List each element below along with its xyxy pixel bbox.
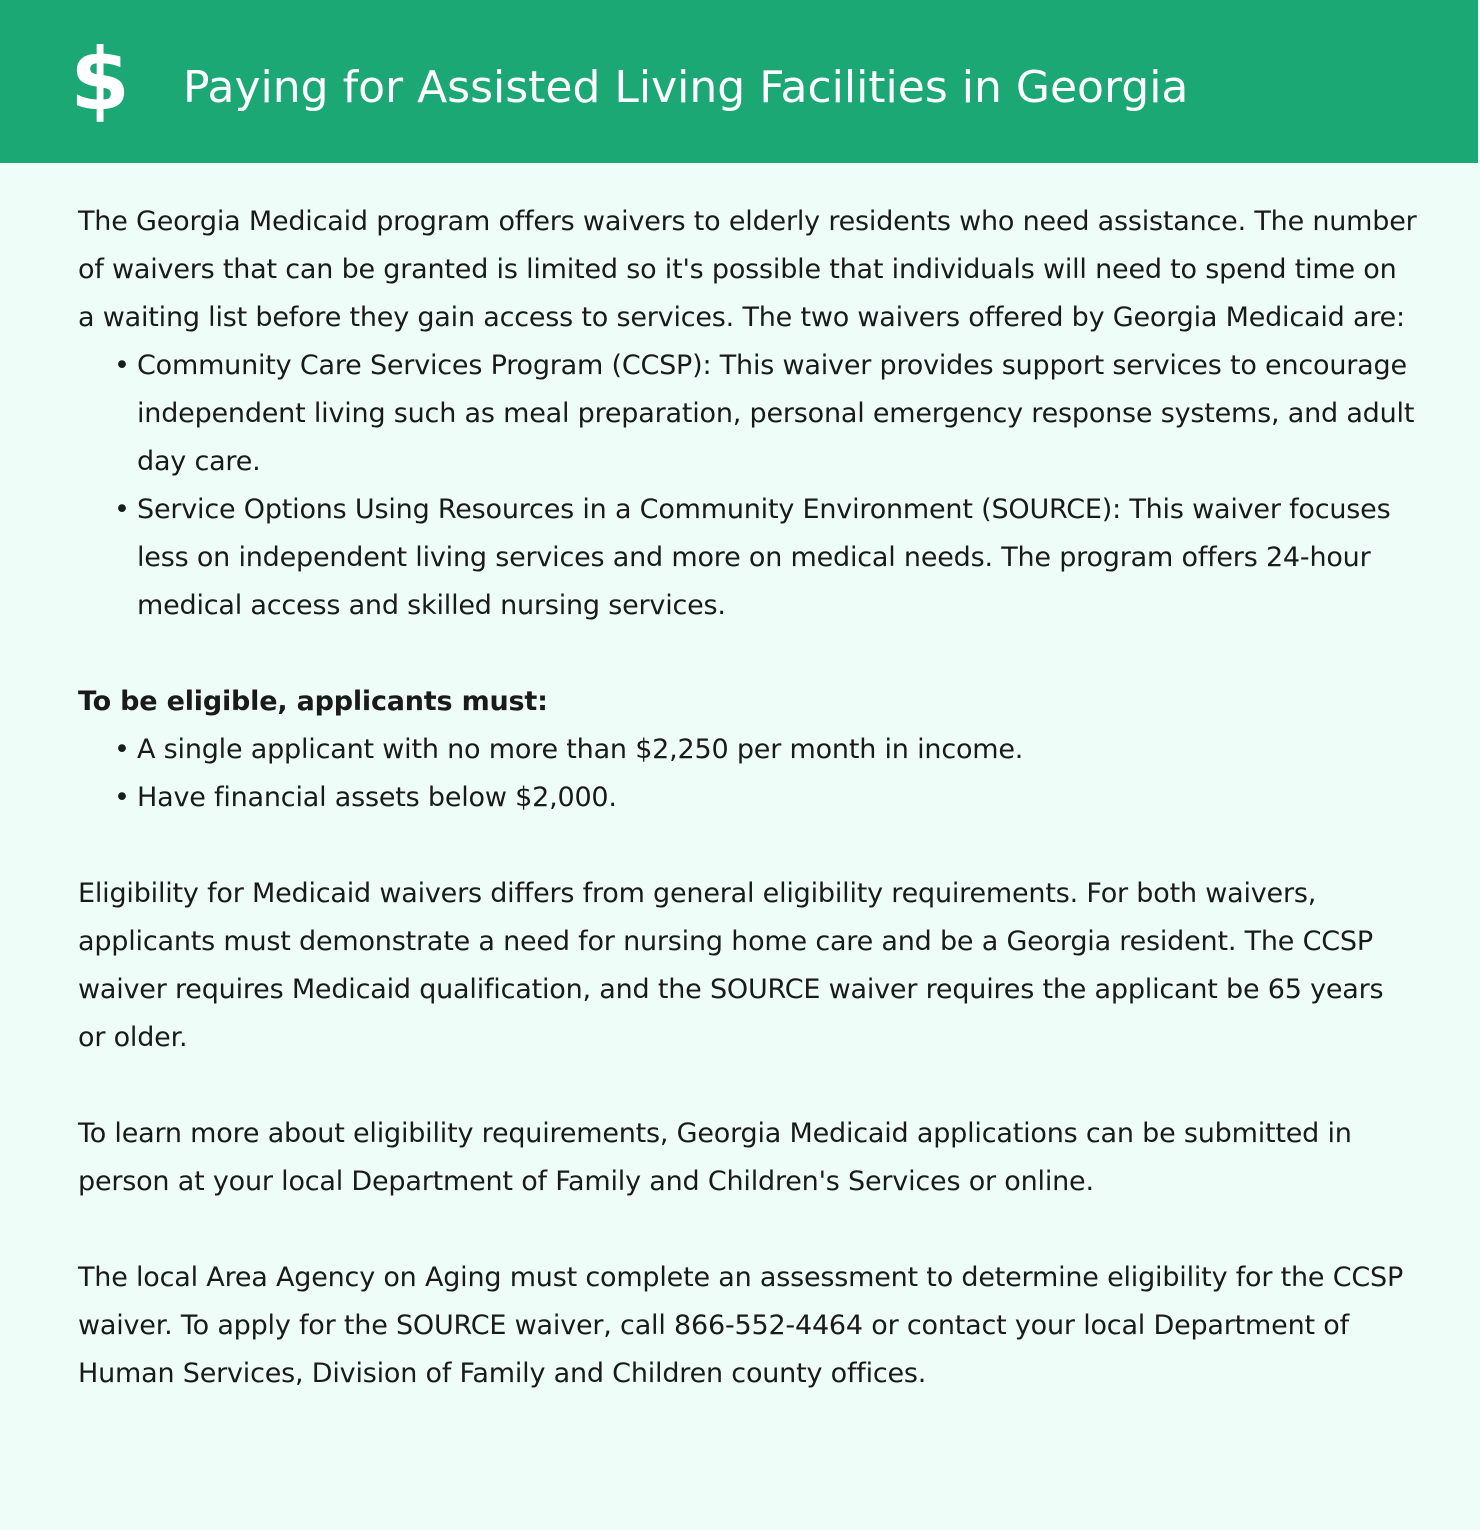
- spacer: [78, 1206, 1418, 1254]
- dollar-icon: $: [70, 30, 130, 130]
- bullet-icon: •: [114, 734, 130, 765]
- assessment-paragraph: The local Area Agency on Aging must complete an assessment to determine eligibility for the CCSP waiver. To apply for the SOURCE waiver, call 866-552-4464 or contact your local Department of Human Services, Division of Family and Children county offices.: [78, 1262, 1404, 1389]
- list-item-text: Community Care Services Program (CCSP): This waiver provides support services to encourage independent living such as meal preparation, personal emergency response systems, and adult day care.: [137, 350, 1415, 477]
- learn-more-paragraph: To learn more about eligibility requirements, Georgia Medicaid applications can be submitted in person at your local Department of Family and Children's Services or online.: [78, 1118, 1352, 1197]
- spacer: [78, 1062, 1418, 1110]
- list-item: [114, 774, 1418, 822]
- bullet-icon: •: [114, 494, 130, 525]
- eligibility-heading: To be eligible, applicants must:: [78, 686, 548, 717]
- list-item-text: A single applicant with no more than $2,250 per month in income.: [137, 734, 1024, 765]
- spacer: [78, 630, 1418, 678]
- bullet-icon: •: [114, 350, 130, 381]
- list-item-text: Service Options Using Resources in a Community Environment (SOURCE): This waiver focuses less on independent living services and more on medical needs. The program offers 24-hour medical access and skilled nursing services.: [137, 494, 1391, 621]
- spacer: [78, 822, 1418, 870]
- page-title: Paying for Assisted Living Facilities in Georgia: [183, 62, 1189, 113]
- list-item: [114, 486, 1418, 630]
- eligibility-paragraph: Eligibility for Medicaid waivers differs from general eligibility requirements. For both waivers, applicants must demonstrate a need for nursing home care and be a Georgia resident. The CCSP waiver requires Medicaid qualification, and the SOURCE waiver requires the applicant be 65 years or older.: [78, 878, 1384, 1053]
- bullet-icon: •: [114, 782, 130, 813]
- intro-paragraph: The Georgia Medicaid program offers waivers to elderly residents who need assistance. The number of waivers that can be granted is limited so it's possible that individuals will need to spend time on a waiting list before they gain access to services. The two waivers offered by Georgia Medicaid are:: [78, 206, 1417, 333]
- content-body: [78, 198, 1418, 1398]
- list-item: [114, 342, 1418, 486]
- list-item-text: Have financial assets below $2,000.: [137, 782, 617, 813]
- waiver-list: [78, 342, 1418, 630]
- list-item: [114, 726, 1418, 774]
- header-banner: [0, 0, 1478, 163]
- eligibility-list: [78, 726, 1418, 822]
